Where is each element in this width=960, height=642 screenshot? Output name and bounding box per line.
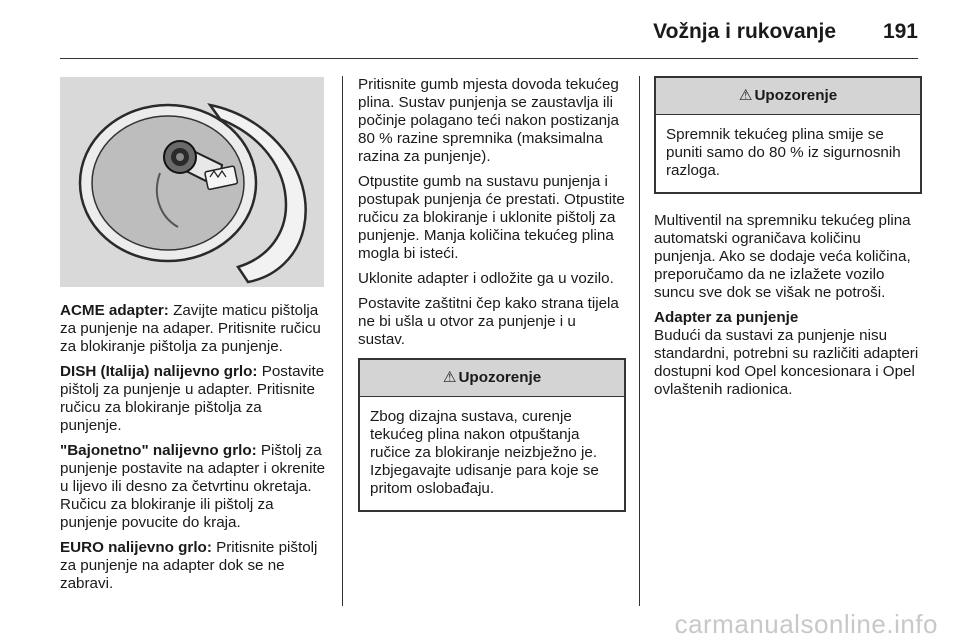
term-euro: EURO nalijevno grlo:: [60, 539, 212, 556]
paragraph-press-button: Pritisnite gumb mjesta dovoda tekućeg plina. Sustav punjenja se zaustavlja ili počinje polagano teći nakon postizanja 80 % razine spremnika (maksimalna razina za punjenje).: [358, 76, 619, 165]
text-bayonet: Pištolj za punjenje postavite na adapter i okrenite u lijevo ili desno za četvrtinu okretaja. Ručicu za blokiranje ili pištolj za punjenje povucite do kraja.: [60, 442, 326, 531]
paragraph-bayonet: [60, 442, 326, 532]
fuel-filler-drawing: [60, 77, 324, 287]
warning-box-fill-limit: [654, 76, 922, 194]
warning-triangle-icon: ⚠: [738, 87, 753, 104]
term-dish: DISH (Italija) nalijevno grlo:: [60, 363, 258, 380]
paragraph-dish: [60, 363, 326, 435]
page-number: 191: [882, 20, 918, 43]
warning-text: Spremnik tekućeg plina smije se puniti samo do 80 % iz sigurnosnih razloga.: [666, 126, 901, 179]
page-header: [60, 14, 918, 59]
fuel-filler-illustration: [60, 77, 324, 287]
paragraph-protective-cap: Postavite zaštitni čep kako strana tijela ne bi ušla u otvor za punjenje i u sustav.: [358, 295, 619, 348]
warning-triangle-icon: ⚠: [442, 369, 457, 386]
paragraph-remove-adapter: Uklonite adapter i odložite ga u vozilo.: [358, 270, 614, 287]
text-dish: Postavite pištolj za punjenje u adapter. Pritisnite ručicu za blokiranje pištolja za punjenje.: [60, 363, 325, 434]
text-acme: Zavijte maticu pištolja za punjenje na adaper. Pritisnite ručicu za blokiranje pištolja za punjenje.: [60, 302, 321, 355]
term-acme: ACME adapter:: [60, 302, 169, 319]
column-left: [60, 302, 326, 600]
column-divider-2: [639, 76, 640, 606]
warning-header: [360, 360, 624, 397]
subheading-filling-adapter: Adapter za punjenje: [654, 309, 799, 326]
watermark: carmanualsonline.info: [674, 609, 938, 639]
warning-title: Upozorenje: [458, 369, 542, 386]
paragraph-acme: [60, 302, 326, 356]
column-right: [654, 76, 922, 406]
term-bayonet: "Bajonetno" nalijevno grlo:: [60, 442, 257, 459]
warning-title: Upozorenje: [754, 87, 838, 104]
warning-box-leak: [358, 358, 626, 512]
warning-text: Zbog dizajna sustava, curenje tekućeg plina nakon otpuštanja ručice za blokiranje neizbježno je. Izbjegavajte udisanje para koje se pritom oslobađaju.: [370, 408, 599, 497]
warning-header: [656, 78, 920, 115]
text-euro: Pritisnite pištolj za punjenje na adapter dok se ne zabravi.: [60, 539, 318, 592]
column-middle: [358, 76, 626, 530]
paragraph-multivalve: Multiventil na spremniku tekućeg plina automatski ograničava količinu punjenja. Ako se dodaje veća količina, preporučamo da ne izlažete vozilo suncu sve dok se višak ne potroši.: [654, 212, 911, 301]
paragraph-euro: [60, 539, 326, 593]
column-divider-1: [342, 76, 343, 606]
paragraph-release-button: Otpustite gumb na sustavu punjenja i postupak punjenja će prestati. Otpustite ručicu za blokiranje i uklonite pištolj za punjenje. Manja količina tekućeg plina mogla bi isteći.: [358, 173, 625, 262]
page-title: Vožnja i rukovanje: [653, 20, 836, 43]
paragraph-adapters: Budući da sustavi za punjenje nisu standardni, potrebni su različiti adapteri dostupni kod Opel koncesionara i Opel ovlaštenih radionica.: [654, 327, 919, 398]
